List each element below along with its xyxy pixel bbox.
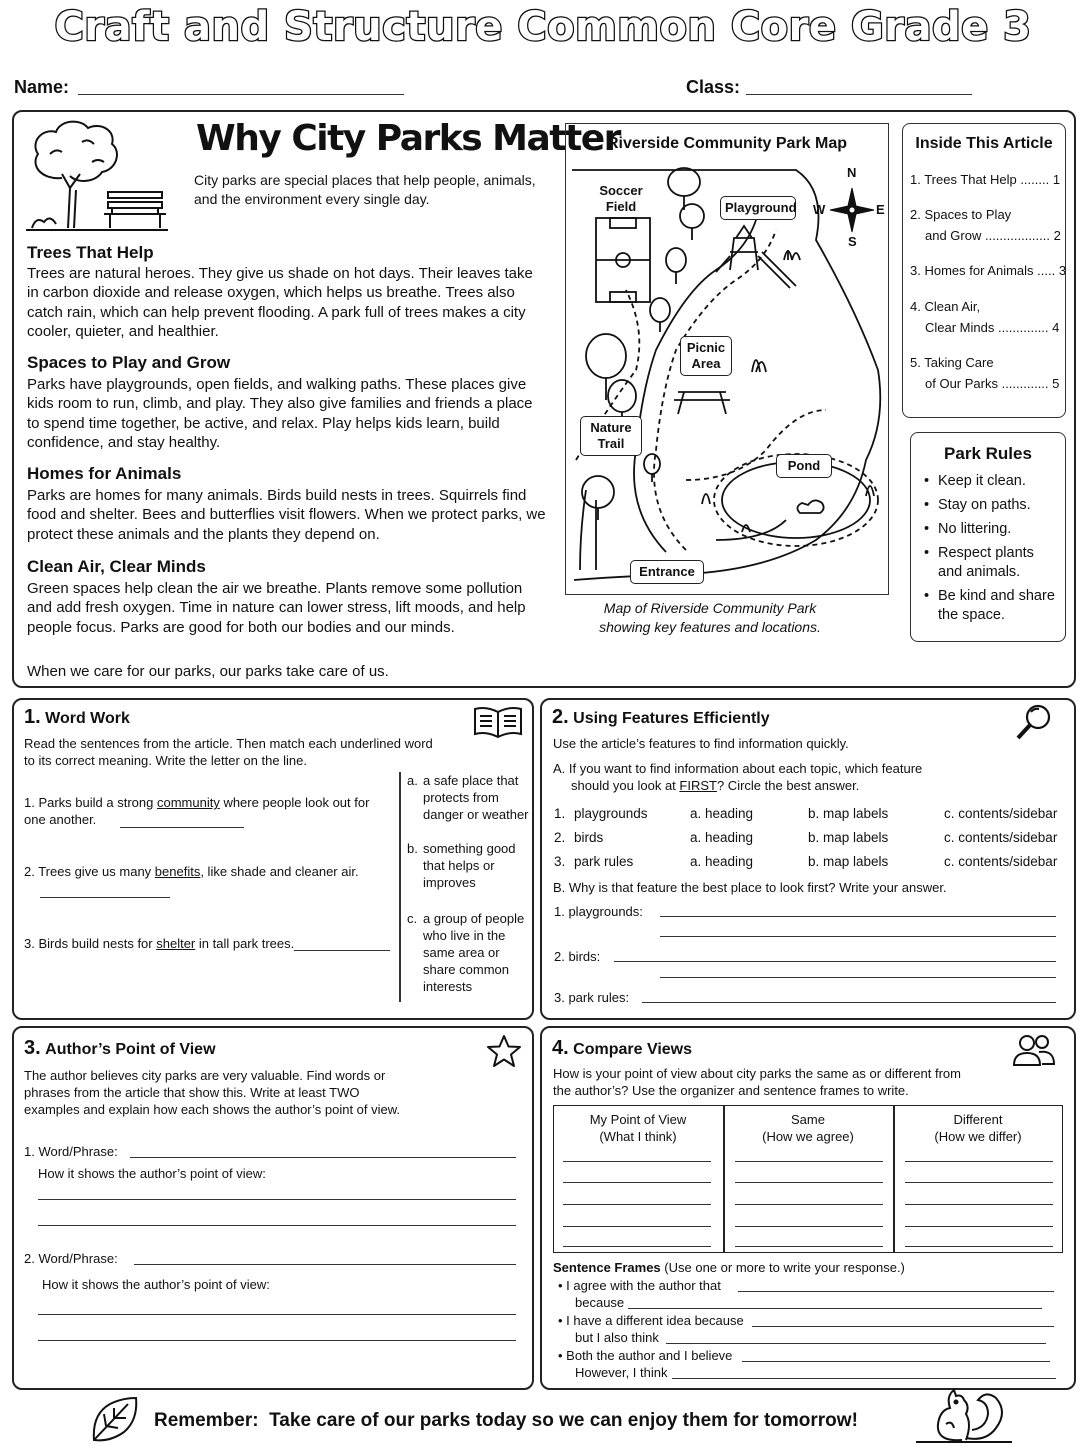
- map-drawing: [566, 160, 888, 594]
- section-heading: Clean Air, Clear Minds: [27, 557, 206, 576]
- q3-instructions: The author believes city parks are very valuable. Find words or phrases from the article that show this. Write at least TWO examples and explain how each shows the author’s point of view.: [24, 1068, 401, 1117]
- q4-organizer-line[interactable]: [735, 1226, 883, 1227]
- park-rule: • Respect plants and animals.: [924, 544, 1062, 582]
- park-rule: • Keep it clean.: [924, 472, 1062, 491]
- q4-frame-b: but I also think: [575, 1330, 659, 1345]
- toc-item: 1. Trees That Help ........ 1: [910, 172, 1061, 187]
- q1-answer-line-3[interactable]: [294, 950, 390, 951]
- section-text: Trees are natural heroes. They give us shade on hot days. Their leaves take in carbon dioxide and release oxygen, which helps us breathe. Trees also catch rain, which can help prevent flooding. A park full of trees makes a city cooler, quieter, and healthier.: [27, 265, 533, 341]
- q2-answer-line[interactable]: [660, 936, 1056, 937]
- map-title: Riverside Community Park Map: [606, 135, 848, 152]
- q2-choice-map[interactable]: b. map labels: [808, 854, 889, 869]
- map-label-playground: Playground: [720, 196, 796, 220]
- q4-frame-line[interactable]: [738, 1291, 1054, 1292]
- q2-b-label: 3. park rules:: [554, 990, 630, 1005]
- q4-header: [552, 1037, 692, 1060]
- q2-row-number: 1.: [554, 806, 566, 821]
- magnifier-icon: [1014, 702, 1054, 742]
- class-line[interactable]: [746, 94, 972, 95]
- q4-organizer-line[interactable]: [735, 1246, 883, 1247]
- q1-divider: [399, 772, 401, 1002]
- q4-frame: • I have a different idea because: [558, 1313, 744, 1328]
- map-label-soccer: Soccer Field: [599, 183, 643, 214]
- q4-organizer-line[interactable]: [563, 1182, 711, 1183]
- q4-col-header-1: My Point of View (What I think): [589, 1112, 687, 1144]
- q2-row-topic: birds: [574, 830, 604, 845]
- footer-message: [154, 1410, 858, 1432]
- q2-row-number: 3.: [554, 854, 566, 869]
- q4-organizer-line[interactable]: [905, 1226, 1053, 1227]
- q4-organizer-line[interactable]: [563, 1204, 711, 1205]
- q3-number: 3.: [24, 1037, 41, 1059]
- q3-word-label-2: 2. Word/Phrase:: [24, 1251, 118, 1266]
- q1-option-text: a group of people who live in the same area or share common interests: [423, 911, 525, 994]
- q1-header: [24, 706, 130, 729]
- compass-e: E: [876, 202, 885, 217]
- q4-organizer-line[interactable]: [735, 1182, 883, 1183]
- compass-s: S: [848, 234, 857, 249]
- park-rules-list: [924, 472, 1062, 630]
- q4-frame-line[interactable]: [666, 1343, 1046, 1344]
- toc-item: 2. Spaces to Play: [910, 207, 1012, 222]
- q2-choice-contents[interactable]: c. contents/sidebar: [944, 806, 1058, 821]
- footer-text: Take care of our parks today so we can enjoy them for tomorrow!: [269, 1410, 858, 1431]
- q4-frame: • I agree with the author that: [558, 1278, 721, 1293]
- toc-item-2: Clear Minds .............. 4: [925, 320, 1060, 335]
- q4-organizer-line[interactable]: [905, 1246, 1053, 1247]
- q2-row-topic: park rules: [574, 854, 634, 869]
- q2-part-a-2: should you look at FIRST? Circle the best answer.: [571, 778, 860, 793]
- q2-choice-contents[interactable]: c. contents/sidebar: [944, 854, 1058, 869]
- q3-word-label-1: 1. Word/Phrase:: [24, 1144, 118, 1159]
- q2-choice-contents[interactable]: c. contents/sidebar: [944, 830, 1058, 845]
- park-rules-title: Park Rules: [944, 444, 1032, 463]
- q1-option-letter: c.: [407, 911, 418, 926]
- q2-part-a-1: A. If you want to find information about each topic, which feature: [553, 761, 923, 776]
- q1-option-text: something good that helps or improves: [423, 841, 516, 890]
- compass-n: N: [847, 165, 857, 180]
- q2-answer-line[interactable]: [614, 961, 1056, 962]
- q2-number: 2.: [552, 706, 569, 728]
- name-line[interactable]: [78, 94, 404, 95]
- q3-word-line-1[interactable]: [130, 1157, 516, 1158]
- q2-choice-heading[interactable]: a. heading: [690, 806, 754, 821]
- article-closing: When we care for our parks, our parks take care of us.: [27, 663, 389, 680]
- q3-word-line-2[interactable]: [134, 1264, 516, 1265]
- q1-option-letter: a.: [407, 773, 418, 788]
- q4-frame-b: because: [575, 1295, 625, 1310]
- section-text: Green spaces help clean the air we breathe. Plants remove some pollution and add fresh oxygen. Time in nature can lower stress, lift moods, and help people focus. Parks are good for both our bodies and our minds.: [27, 580, 526, 636]
- q1-title: Word Work: [45, 710, 130, 727]
- q2-part-b: B. Why is that feature the best place to look first? Write your answer.: [553, 880, 947, 895]
- toc-item: 3. Homes for Animals ..... 3: [910, 263, 1067, 278]
- q4-col-header-3: Different (How we differ): [934, 1112, 1022, 1144]
- q4-organizer-line[interactable]: [735, 1204, 883, 1205]
- q4-frame-line[interactable]: [672, 1378, 1056, 1379]
- section-text: Parks are homes for many animals. Birds build nests in trees. Squirrels find food and shelter. Bees and butterflies visit flowers. When we protect parks, we protect these animals and the plants they depend on.: [27, 487, 546, 543]
- q1-item-1: 1. Parks build a strong community where people look out for one another.: [24, 795, 370, 827]
- q4-organizer-line[interactable]: [905, 1161, 1053, 1162]
- q2-title: Using Features Efficiently: [573, 710, 770, 727]
- q2-row-number: 2.: [554, 830, 566, 845]
- q1-item-3: 3. Birds build nests for shelter in tall park trees.: [24, 936, 295, 951]
- q1-option-letter: b.: [407, 841, 418, 856]
- map-label-nature-trail: Nature Trail: [580, 416, 642, 456]
- q2-answer-line[interactable]: [660, 916, 1056, 917]
- q1-number: 1.: [24, 706, 41, 728]
- people-icon: [1012, 1032, 1056, 1068]
- q2-row-topic: playgrounds: [574, 806, 648, 821]
- section-heading: Homes for Animals: [27, 464, 182, 483]
- q1-option-text: a safe place that protects from danger or weather: [423, 773, 529, 822]
- q4-organizer-line[interactable]: [563, 1246, 711, 1247]
- toc-item-2: of Our Parks ............. 5: [925, 376, 1060, 391]
- q4-organizer-line[interactable]: [905, 1182, 1053, 1183]
- section-text: Parks have playgrounds, open fields, and walking paths. These places give kids room to run, climb, and play. They also give families and friends a place to spend time together, be active, and relax. Play helps kids learn, build confidence, and stay healthy.: [27, 376, 533, 452]
- squirrel-icon: [916, 1384, 1012, 1444]
- q4-organizer-line[interactable]: [905, 1204, 1053, 1205]
- map-label-pond: Pond: [776, 454, 832, 478]
- star-icon: [486, 1034, 522, 1068]
- toc-item: 5. Taking Care: [910, 355, 994, 370]
- park-rule: • No littering.: [924, 520, 1062, 539]
- q2-instructions: Use the article’s features to find information quickly.: [553, 736, 849, 751]
- q4-organizer-line[interactable]: [563, 1226, 711, 1227]
- page-title: Craft and Structure Common Core Grade 3: [54, 4, 1032, 50]
- q3-answer-line[interactable]: [38, 1314, 516, 1315]
- q4-title: Compare Views: [573, 1041, 693, 1058]
- q3-answer-line[interactable]: [38, 1199, 516, 1200]
- toc-title: Inside This Article: [915, 135, 1053, 152]
- q4-frame-line[interactable]: [742, 1361, 1050, 1362]
- section-heading: Trees That Help: [27, 243, 154, 262]
- park-rule: • Stay on paths.: [924, 496, 1062, 515]
- q2-choice-map[interactable]: b. map labels: [808, 830, 889, 845]
- q2-answer-line[interactable]: [660, 977, 1056, 978]
- leaf-icon: [88, 1394, 140, 1444]
- q3-title: Author’s Point of View: [45, 1041, 216, 1058]
- q2-choice-heading[interactable]: a. heading: [690, 854, 754, 869]
- q2-b-label: 2. birds:: [554, 949, 601, 964]
- map-caption-2: showing key features and locations.: [599, 619, 821, 635]
- q3-answer-line[interactable]: [38, 1225, 516, 1226]
- q1-instructions: Read the sentences from the article. Then match each underlined word to its correct meaning. Write the letter on the line.: [24, 736, 433, 768]
- q1-answer-line-2[interactable]: [40, 897, 170, 898]
- q4-frame-line[interactable]: [752, 1326, 1054, 1327]
- toc-item-2: and Grow .................. 2: [925, 228, 1061, 243]
- q4-frames-header: Sentence Frames (Use one or more to write your response.): [553, 1260, 905, 1275]
- q4-col-header-2: Same (How we agree): [762, 1112, 854, 1144]
- q4-frame-b: However, I think: [575, 1365, 668, 1380]
- park-rule: • Be kind and share the space.: [924, 587, 1062, 625]
- q3-answer-line[interactable]: [38, 1340, 516, 1341]
- q3-how-label-2: How it shows the author’s point of view:: [42, 1277, 270, 1292]
- q4-number: 4.: [552, 1037, 569, 1059]
- q2-header: [552, 706, 770, 729]
- article-intro: City parks are special places that help people, animals, and the environment every single day.: [194, 172, 536, 207]
- book-icon: [472, 704, 524, 740]
- q3-header: [24, 1037, 216, 1060]
- toc-item: 4. Clean Air,: [910, 299, 981, 314]
- compass-w: W: [813, 202, 826, 217]
- map-caption-1: Map of Riverside Community Park: [603, 600, 817, 616]
- name-label: Name:: [14, 77, 70, 97]
- q4-organizer-line[interactable]: [735, 1161, 883, 1162]
- section-heading: Spaces to Play and Grow: [27, 353, 231, 372]
- q2-choice-map[interactable]: b. map labels: [808, 806, 889, 821]
- footer-label: Remember:: [154, 1410, 259, 1431]
- article-title: Why City Parks Matter: [196, 118, 620, 159]
- q2-b-label: 1. playgrounds:: [554, 904, 643, 919]
- compass-icon: [830, 188, 874, 232]
- map-label-entrance: Entrance: [630, 560, 704, 584]
- q2-answer-line[interactable]: [642, 1002, 1056, 1003]
- class-label: Class:: [686, 77, 741, 97]
- q4-instructions: How is your point of view about city parks the same as or different from the author’s? Use the organizer and sentence frames to write.: [553, 1066, 961, 1098]
- q2-choice-heading[interactable]: a. heading: [690, 830, 754, 845]
- tree-bench-icon: [22, 118, 172, 234]
- q1-answer-line-1[interactable]: [120, 827, 244, 828]
- q1-item-2: 2. Trees give us many benefits, like shade and cleaner air.: [24, 864, 359, 879]
- q4-frame-line[interactable]: [628, 1308, 1042, 1309]
- q3-how-label-1: How it shows the author’s point of view:: [38, 1166, 266, 1181]
- q4-frame: • Both the author and I believe: [558, 1348, 733, 1363]
- q4-organizer-line[interactable]: [563, 1161, 711, 1162]
- map-label-picnic: Picnic Area: [680, 336, 732, 376]
